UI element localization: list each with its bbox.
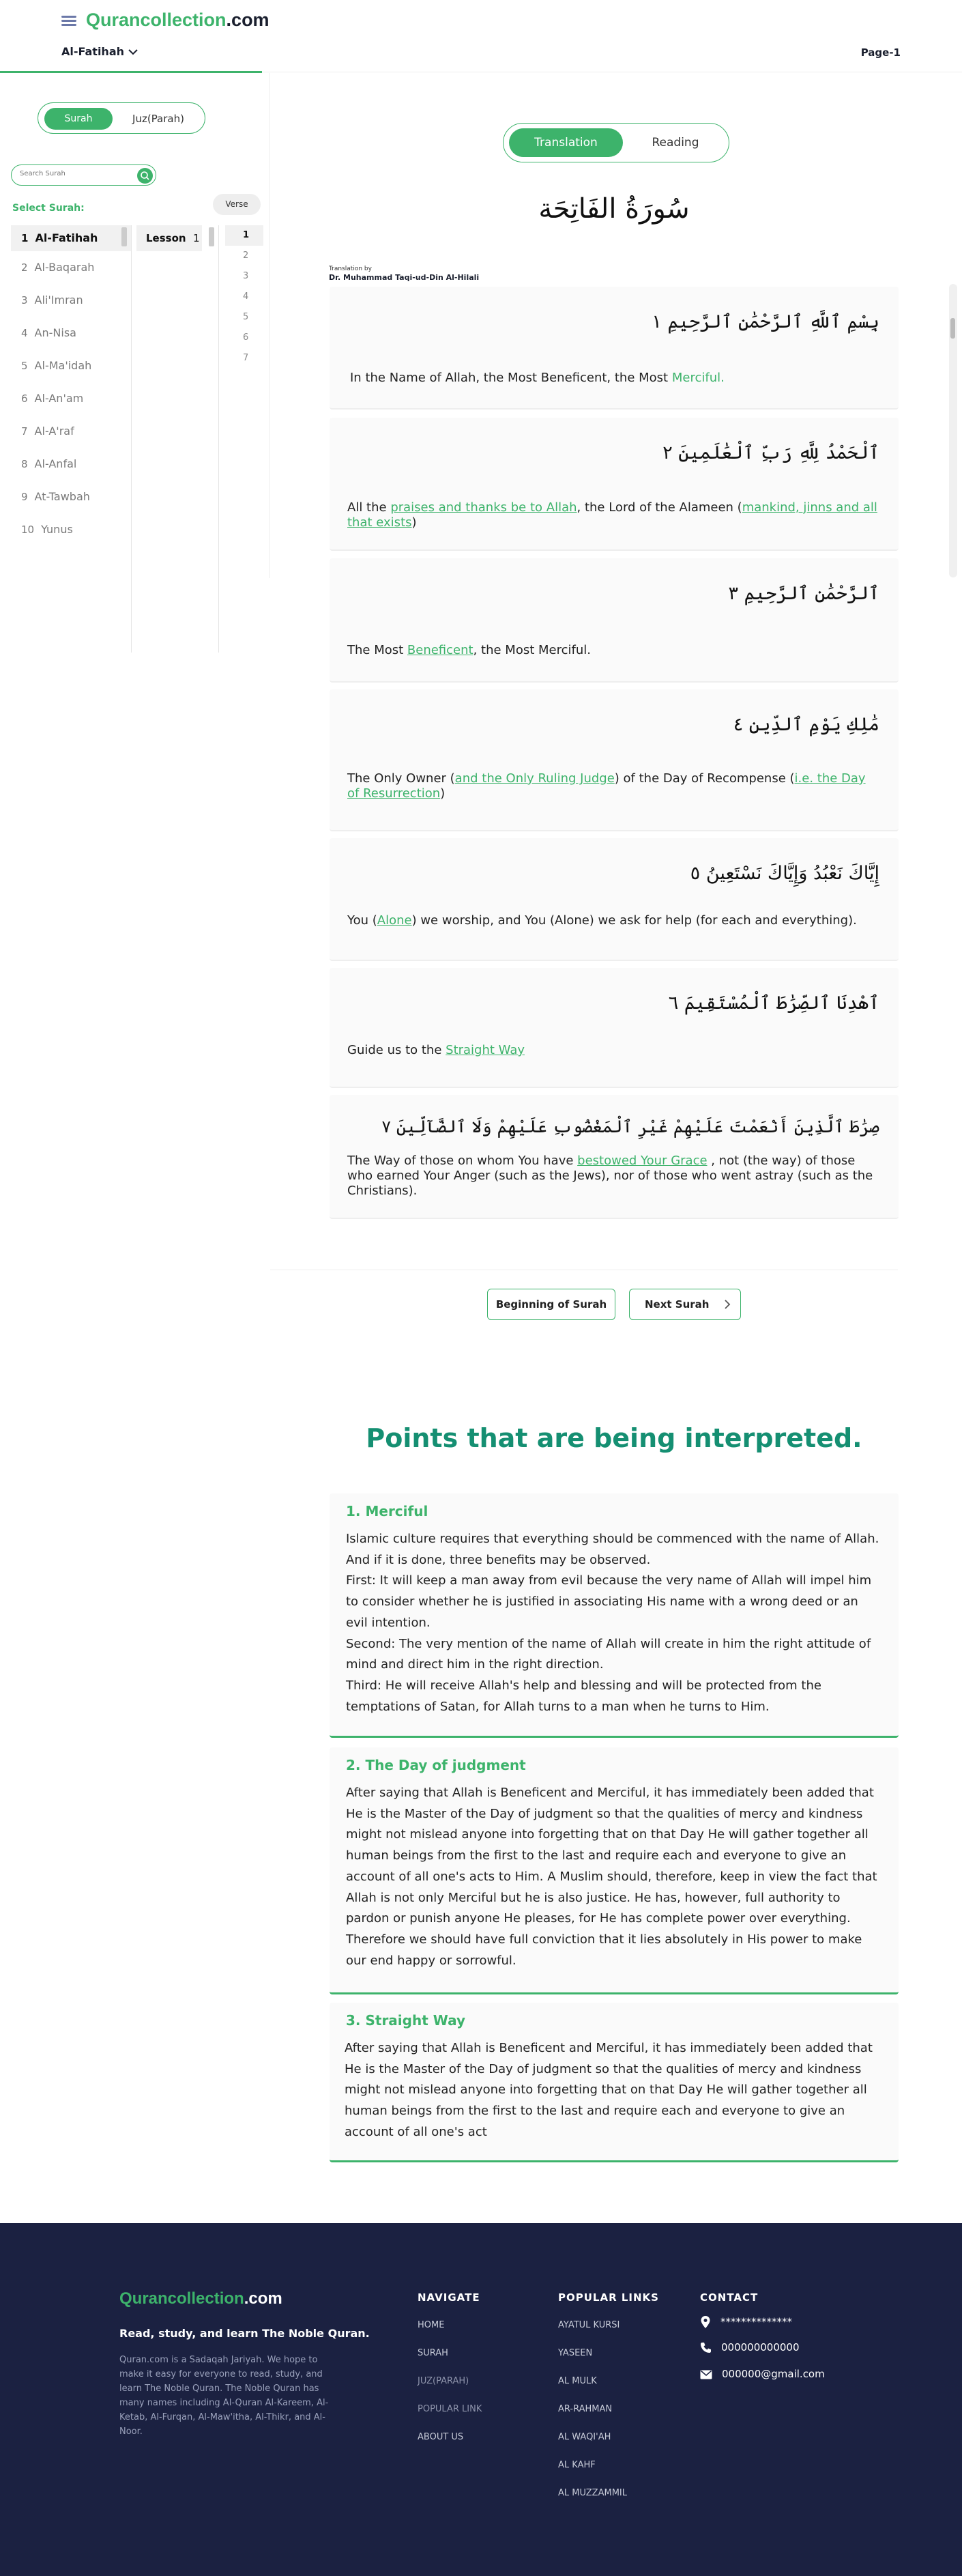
- verse-card: [330, 558, 899, 683]
- verse-link[interactable]: and the Only Ruling Judge: [454, 771, 615, 786]
- surah-item[interactable]: 2 Al-Baqarah: [21, 261, 95, 274]
- verse-card: [330, 287, 899, 410]
- surah-dropdown[interactable]: Al-Fatihah: [61, 45, 138, 58]
- point-body: After saying that Allah is Beneficent and Merciful, it has immediately been added that He is the Master of the Day of judgment so that the qualities of mercy and kindness might not mislead anyone into forgetting that on that Day He will gather together all human beings from the first to the last and require each and everyone to give an account of all one's act: [345, 2041, 873, 2139]
- header: [0, 0, 962, 72]
- search-button[interactable]: [137, 168, 153, 184]
- footer-link-al-mulk[interactable]: AL MULK: [558, 2376, 597, 2386]
- search-box: [11, 164, 156, 186]
- popular-links: [558, 2319, 627, 2515]
- surah-item[interactable]: 4 An-Nisa: [21, 326, 76, 339]
- verse-link[interactable]: Beneficent: [407, 643, 473, 657]
- chevron-down-icon: [128, 49, 138, 55]
- verse-card: [330, 838, 899, 961]
- surah-juz-toggle: [38, 102, 205, 134]
- verse-list: [225, 225, 263, 369]
- verse-card: [330, 968, 899, 1088]
- verse-link[interactable]: i.e. the Day of Resurrection: [347, 771, 866, 801]
- verse-link[interactable]: Alone: [377, 913, 412, 928]
- select-surah-label: Select Surah:: [12, 203, 85, 214]
- verse-translation: You (Alone) we worship, and You (Alone) we ask for help (for each and everything).: [347, 913, 857, 928]
- surah-item[interactable]: 1 Al-Fatihah: [11, 225, 131, 251]
- footer-link-yaseen[interactable]: YASEEN: [558, 2348, 593, 2358]
- contact-heading: CONTACT: [700, 2291, 759, 2304]
- footer-link-ar-rahman[interactable]: AR-RAHMAN: [558, 2404, 613, 2414]
- navigate-links: [418, 2319, 482, 2459]
- point-heading: 2. The Day of judgment: [346, 1757, 526, 1773]
- verse-item[interactable]: 3: [243, 271, 249, 281]
- footer-tagline: Read, study, and learn The Noble Quran.: [119, 2327, 370, 2340]
- column-divider: [218, 225, 219, 653]
- footer-logo[interactable]: Qurancollection.com: [119, 2289, 282, 2308]
- verse-item[interactable]: 7: [243, 353, 249, 363]
- verse-item[interactable]: 6: [243, 332, 249, 343]
- verse-translation: All the praises and thanks be to Allah, the Lord of the Alameen (mankind, jinns and all that exists): [347, 500, 877, 530]
- point-body: Islamic culture requires that everything should be commenced with the name of Allah. And if it is done, three benefits may be observed. First: It will keep a man away from evil because the very name of Allah will impel him to consider whether he is justified in associating His name with a wrong deed or an evil intention. Second: The very mention of the name of Allah will create in him the right attitude of mind and direct him in the right direction. Third: He will receive Allah's help and blessing and will be protected from the temptations of Satan, for Allah turns to a man when he turns to Him.: [346, 1532, 879, 1714]
- navigate-heading: NAVIGATE: [418, 2291, 480, 2304]
- verse-translation: In the Name of Allah, the Most Beneficent, the Most Merciful.: [350, 371, 725, 385]
- verse-arabic: ٱهْدِنَا ٱلصِّرَٰطَ ٱلْمُسْتَقِيمَ ٦: [668, 992, 879, 1014]
- mode-tabs: [503, 123, 729, 162]
- site-logo[interactable]: Qurancollection.com: [86, 10, 269, 30]
- surah-item[interactable]: 5 Al-Ma'idah: [21, 359, 92, 372]
- toggle-surah[interactable]: Surah: [44, 108, 113, 130]
- footer-link-al-kahf[interactable]: AL KAHF: [558, 2460, 596, 2470]
- search-input[interactable]: [20, 170, 129, 177]
- verse-arabic: بِسْمِ ٱللَّهِ ٱلرَّحْمَٰنِ ٱلرَّحِيمِ ١: [652, 311, 879, 332]
- point-heading: 1. Merciful: [346, 1503, 428, 1519]
- surah-list: [11, 225, 131, 546]
- search-icon: [137, 168, 153, 184]
- verse-translation: The Only Owner (and the Only Ruling Judge) of the Day of Recompense (i.e. the Day of Resurrection): [347, 771, 866, 801]
- point-card: [330, 2003, 899, 2162]
- footer-link-ayatul-kursi[interactable]: AYATUL KURSI: [558, 2320, 620, 2330]
- contact-address: **************: [700, 2315, 792, 2329]
- beginning-of-surah-button[interactable]: Beginning of Surah: [487, 1289, 615, 1320]
- verse-link[interactable]: Merciful.: [671, 371, 725, 385]
- verse-translation: Guide us to the Straight Way: [347, 1043, 525, 1057]
- content-scrollbar-thumb[interactable]: [950, 318, 955, 339]
- mail-icon: [700, 2370, 712, 2379]
- verse-arabic: مَٰلِكِ يَوْمِ ٱلدِّينِ ٤: [733, 714, 879, 735]
- menu-icon[interactable]: [61, 14, 76, 29]
- footer-link-al-muzzammil[interactable]: AL MUZZAMMIL: [558, 2488, 627, 2498]
- column-divider: [131, 225, 132, 653]
- lesson-list-scrollbar[interactable]: [209, 227, 214, 246]
- surah-title: سُورَةُ الفَاتِحَة: [538, 193, 690, 225]
- footer-link-surah[interactable]: SURAH: [418, 2348, 448, 2358]
- verse-translation: The Way of those on whom You have bestowed Your Grace , not (the way) of those who earned Your Anger (such as the Jews), nor of those who went astray (such as the Christians).: [347, 1154, 873, 1198]
- tab-translation[interactable]: Translation: [509, 128, 623, 157]
- point-card: [330, 1747, 899, 1994]
- surah-item[interactable]: 10 Yunus: [21, 523, 73, 536]
- point-card: [330, 1493, 899, 1738]
- verse-arabic: إِيَّاكَ نَعْبُدُ وَإِيَّاكَ نَسْتَعِينُ ٥: [690, 863, 879, 884]
- translator-name: Dr. Muhammad Taqi-ud-Din Al-Hilali: [329, 273, 480, 282]
- verse-link[interactable]: Straight Way: [446, 1043, 525, 1057]
- verse-label: Verse: [213, 194, 261, 215]
- phone-icon: [700, 2342, 712, 2353]
- verse-arabic: ٱلْحَمْدُ لِلَّهِ رَبِّ ٱلْعَٰلَمِينَ ٢: [662, 442, 879, 463]
- next-surah-button[interactable]: Next Surah: [629, 1289, 741, 1320]
- point-heading: 3. Straight Way: [346, 2012, 465, 2029]
- translation-by-label: Translation by: [329, 266, 372, 272]
- surah-item[interactable]: 6 Al-An'am: [21, 392, 84, 405]
- verse-item[interactable]: 5: [243, 312, 249, 322]
- verse-card: [330, 1095, 899, 1219]
- contact-email: 000000@gmail.com: [700, 2368, 825, 2380]
- verse-link[interactable]: bestowed Your Grace: [577, 1154, 708, 1168]
- footer-link-juz[interactable]: JUZ(PARAH): [418, 2376, 469, 2386]
- location-pin-icon: [700, 2315, 711, 2329]
- surah-item[interactable]: 9 At-Tawbah: [21, 490, 90, 503]
- tab-reading[interactable]: Reading: [652, 136, 699, 149]
- points-title: Points that are being interpreted.: [366, 1423, 862, 1453]
- contact-phone: 000000000000: [700, 2341, 800, 2353]
- footer-description: Quran.com is a Sadaqah Jariyah. We hope to make it easy for everyone to read, study, and learn The Noble Quran. The Noble Quran has many names including Al-Quran Al-Kareem, Al-Ketab, Al-Furqan, Al-Maw'itha, Al-Thikr, and Al-Noor.: [119, 2355, 329, 2437]
- verse-link[interactable]: mankind, jinns and all that exists: [347, 500, 877, 530]
- toggle-juz[interactable]: Juz(Parah): [132, 113, 184, 125]
- verse-translation: The Most Beneficent, the Most Merciful.: [347, 643, 591, 657]
- verse-card: [330, 418, 899, 551]
- verse-card: [330, 689, 899, 831]
- verse-item[interactable]: 1: [225, 225, 263, 246]
- footer-link-al-waqiah[interactable]: AL WAQI'AH: [558, 2432, 611, 2442]
- surah-item[interactable]: 8 Al-Anfal: [21, 457, 77, 470]
- footer-link-about[interactable]: ABOUT US: [418, 2432, 464, 2442]
- point-body: After saying that Allah is Beneficent and Merciful, it has immediately been added that He is the Master of the Day of judgment so that the qualities of mercy and kindness might not mislead anyone into forgetting that on that Day He will gather together all human beings from the first to the last and require each and everyone to give an account of all one's acts to Him. A Muslim should, therefore, keep in view the fact that Allah is not only Merciful but he is also justice. He has, however, full authority to pardon or punish anyone He pleases, for He has complete power over everything. Therefore we should have full conviction that it lies absolutely in His power to make our end happy or sorrowful.: [346, 1786, 877, 1968]
- chevron-right-icon: [725, 1300, 731, 1309]
- surah-list-scrollbar[interactable]: [121, 227, 127, 246]
- verse-item[interactable]: 4: [243, 291, 249, 302]
- footer: [0, 2223, 962, 2576]
- lesson-item[interactable]: Lesson 1: [136, 225, 202, 251]
- verse-link[interactable]: praises and thanks be to Allah: [390, 500, 577, 515]
- verse-arabic: ٱلرَّحْمَٰنِ ٱلرَّحِيمِ ٣: [728, 583, 879, 604]
- footer-link-popular[interactable]: POPULAR LINK: [418, 2404, 482, 2414]
- verse-arabic: صِرَٰطَ ٱلَّذِينَ أَنْعَمْتَ عَلَيْهِمْ غَيْرِ ٱلْمَغْضُوبِ عَلَيْهِمْ وَلَا ٱلضَّآلِّينَ ٧: [381, 1117, 879, 1136]
- surah-item[interactable]: 3 Ali'Imran: [21, 294, 83, 306]
- footer-link-home[interactable]: HOME: [418, 2320, 445, 2330]
- verse-item[interactable]: 2: [243, 251, 249, 261]
- surah-item[interactable]: 7 Al-A'raf: [21, 425, 74, 438]
- popular-links-heading: POPULAR LINKS: [558, 2291, 659, 2304]
- sidebar: [0, 73, 270, 578]
- page-indicator: Page-1: [860, 46, 901, 59]
